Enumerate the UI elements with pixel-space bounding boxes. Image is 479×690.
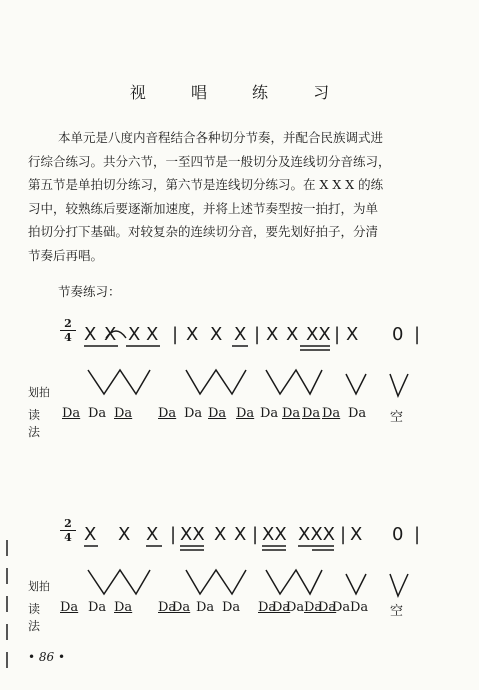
note: X xyxy=(210,324,223,345)
note: XX xyxy=(306,324,331,345)
syllable: Da xyxy=(302,406,321,421)
reading-label: 读法 xyxy=(28,602,41,633)
syllable: 空 xyxy=(390,604,404,619)
barline: | xyxy=(252,524,259,545)
syllable: Da xyxy=(272,600,291,615)
syllable: Da xyxy=(222,600,241,615)
rest: 0 xyxy=(392,324,404,345)
beat-label: 划拍 xyxy=(28,386,50,399)
time-signature-top: 2 xyxy=(64,317,72,330)
syllable: Da xyxy=(158,406,177,421)
rhythm-markings xyxy=(0,510,479,670)
note: XXX xyxy=(298,524,335,545)
page-title: 视 唱 练 习 xyxy=(129,83,350,102)
syllable: Da xyxy=(322,406,341,421)
note: X xyxy=(234,324,247,345)
syllable: Da xyxy=(282,406,301,421)
note: X xyxy=(234,524,247,545)
beat-gestures xyxy=(88,370,408,396)
syllable: Da xyxy=(332,600,351,615)
barline: | xyxy=(172,324,179,345)
syllable: Da xyxy=(260,406,279,421)
note: XX xyxy=(180,524,205,545)
intro-line: 第五节是单拍切分练习，第六节是连线切分练习。在 X X X 的练 xyxy=(28,177,384,192)
note: X xyxy=(346,324,359,345)
syllable: Da xyxy=(318,600,337,615)
intro-line: 行综合练习。共分六节，一至四节是一般切分及连线切分音练习， xyxy=(28,153,391,169)
note: X xyxy=(186,324,199,345)
syllable: Da xyxy=(62,406,81,421)
note: X xyxy=(146,324,159,345)
barline: | xyxy=(254,324,261,345)
page-number: • 86 • xyxy=(28,650,66,664)
note: X xyxy=(84,524,97,545)
intro-line: 本单元是八度内音程结合各种切分节奏，并配合民族调式进 xyxy=(58,130,384,145)
time-signature-bottom: 4 xyxy=(64,331,72,344)
barline: | xyxy=(414,524,421,545)
note: X xyxy=(350,524,363,545)
syllable: Da xyxy=(88,406,107,421)
syllable: Da xyxy=(350,600,369,615)
barline: | xyxy=(414,324,421,345)
time-signature-top: 2 xyxy=(64,517,72,530)
syllable: Da xyxy=(88,600,107,615)
note: X xyxy=(128,324,141,345)
rhythm-markings xyxy=(0,310,479,470)
syllable: Da xyxy=(114,600,133,615)
syllable: Da xyxy=(196,600,215,615)
syllable: Da xyxy=(172,600,191,615)
note: X xyxy=(146,524,159,545)
barline: | xyxy=(334,324,341,345)
syllable: Da xyxy=(348,406,367,421)
note: X xyxy=(214,524,227,545)
binding-marks xyxy=(6,540,8,670)
intro-paragraph xyxy=(28,126,458,267)
section-label: 节奏练习： xyxy=(58,284,121,299)
syllable: Da xyxy=(258,600,277,615)
intro-line: 拍切分打下基础。对较复杂的连续切分音，要先划好拍子，分清 xyxy=(28,224,379,239)
intro-line: 习中，较熟练后要逐渐加速度，并将上述节奏型按一拍打，为单 xyxy=(28,200,379,216)
note: XX xyxy=(262,524,287,545)
tie-arc xyxy=(106,331,126,338)
note: X xyxy=(84,324,97,345)
beat-gestures xyxy=(88,570,408,596)
syllable: Da xyxy=(208,406,227,421)
syllable: Da xyxy=(236,406,255,421)
reading-label: 读法 xyxy=(28,408,41,439)
intro-line: 节奏后再唱。 xyxy=(28,247,104,263)
syllable: Da xyxy=(286,600,305,615)
syllable: Da xyxy=(60,600,79,615)
barline: | xyxy=(170,524,177,545)
note: X xyxy=(286,324,299,345)
syllable: Da xyxy=(114,406,133,421)
barline: | xyxy=(340,524,347,545)
time-signature-bottom: 4 xyxy=(64,531,72,544)
note: X xyxy=(266,324,279,345)
note: X xyxy=(104,324,117,345)
note: X xyxy=(118,524,131,545)
syllable: Da xyxy=(158,600,177,615)
syllable: 空 xyxy=(390,410,404,425)
rest: 0 xyxy=(392,524,404,545)
syllable: Da xyxy=(304,600,323,615)
syllable: Da xyxy=(184,406,203,421)
beat-label: 划拍 xyxy=(28,580,50,593)
